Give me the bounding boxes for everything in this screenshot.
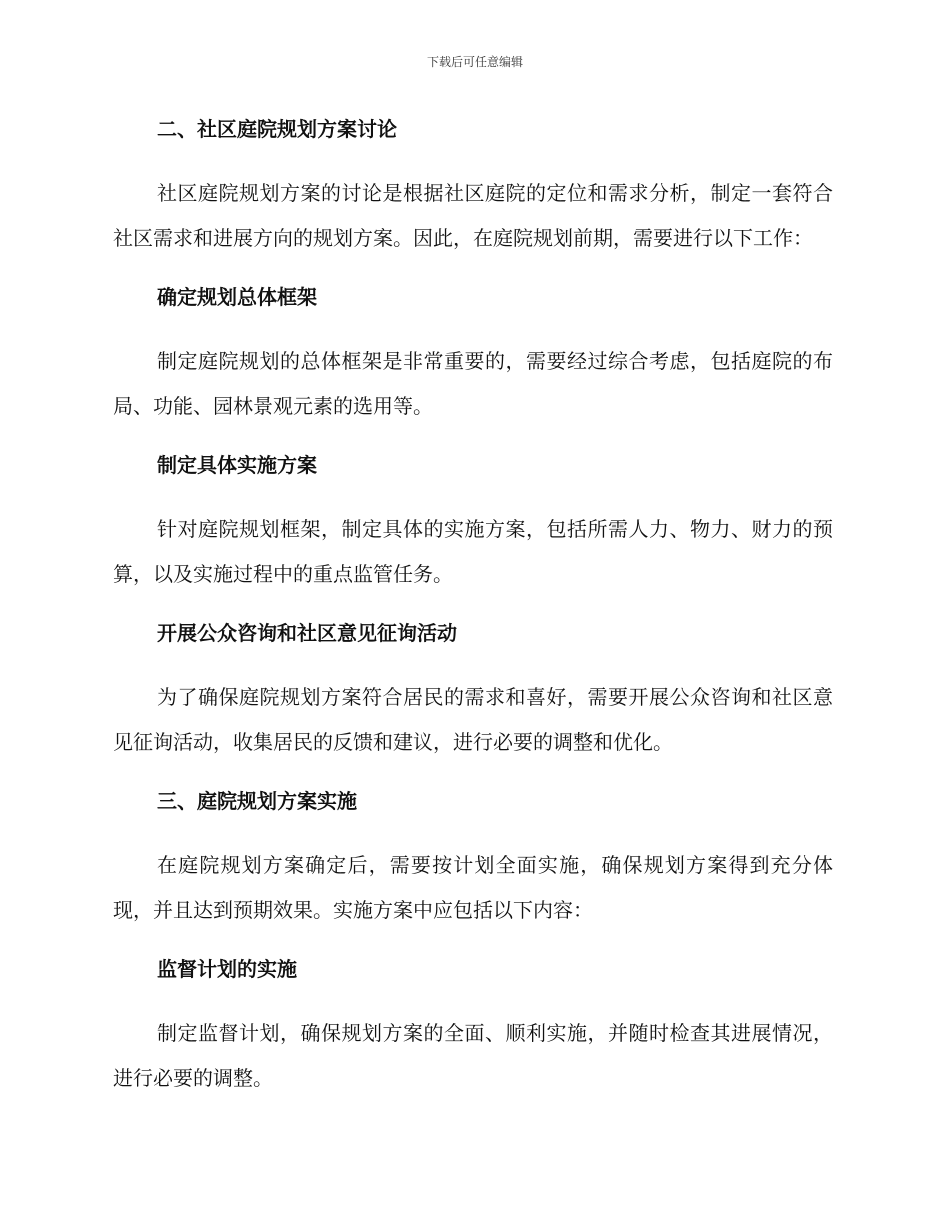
section-paragraph: 针对庭院规划框架，制定具体的实施方案，包括所需人力、物力、财力的预算，以及实施过程中的重点监管任务。 [113, 517, 833, 586]
section-paragraph: 在庭院规划方案确定后，需要按计划全面实施，确保规划方案得到充分体现，并且达到预期效果。实施方案中应包括以下内容： [113, 853, 833, 922]
section-paragraph: 为了确保庭院规划方案符合居民的需求和喜好，需要开展公众咨询和社区意见征询活动，收集居民的反馈和建议，进行必要的调整和优化。 [113, 685, 833, 754]
section-heading: 三、庭院规划方案实施 [157, 789, 357, 813]
section-paragraph: 社区庭院规划方案的讨论是根据社区庭院的定位和需求分析，制定一套符合社区需求和进展方向的规划方案。因此，在庭院规划前期，需要进行以下工作： [113, 181, 833, 250]
document-body [113, 113, 833, 1101]
section-heading: 制定具体实施方案 [157, 453, 317, 477]
section-heading: 监督计划的实施 [157, 957, 297, 981]
section-paragraph: 制定监督计划，确保规划方案的全面、顺利实施，并随时检查其进展情况，进行必要的调整。 [113, 1021, 833, 1090]
section-heading: 确定规划总体框架 [157, 285, 317, 309]
section-heading: 二、社区庭院规划方案讨论 [157, 117, 397, 141]
header-note: 下载后可任意编辑 [426, 55, 523, 69]
section-paragraph: 制定庭院规划的总体框架是非常重要的，需要经过综合考虑，包括庭院的布局、功能、园林景观元素的选用等。 [113, 349, 833, 418]
section-heading: 开展公众咨询和社区意见征询活动 [157, 621, 457, 645]
